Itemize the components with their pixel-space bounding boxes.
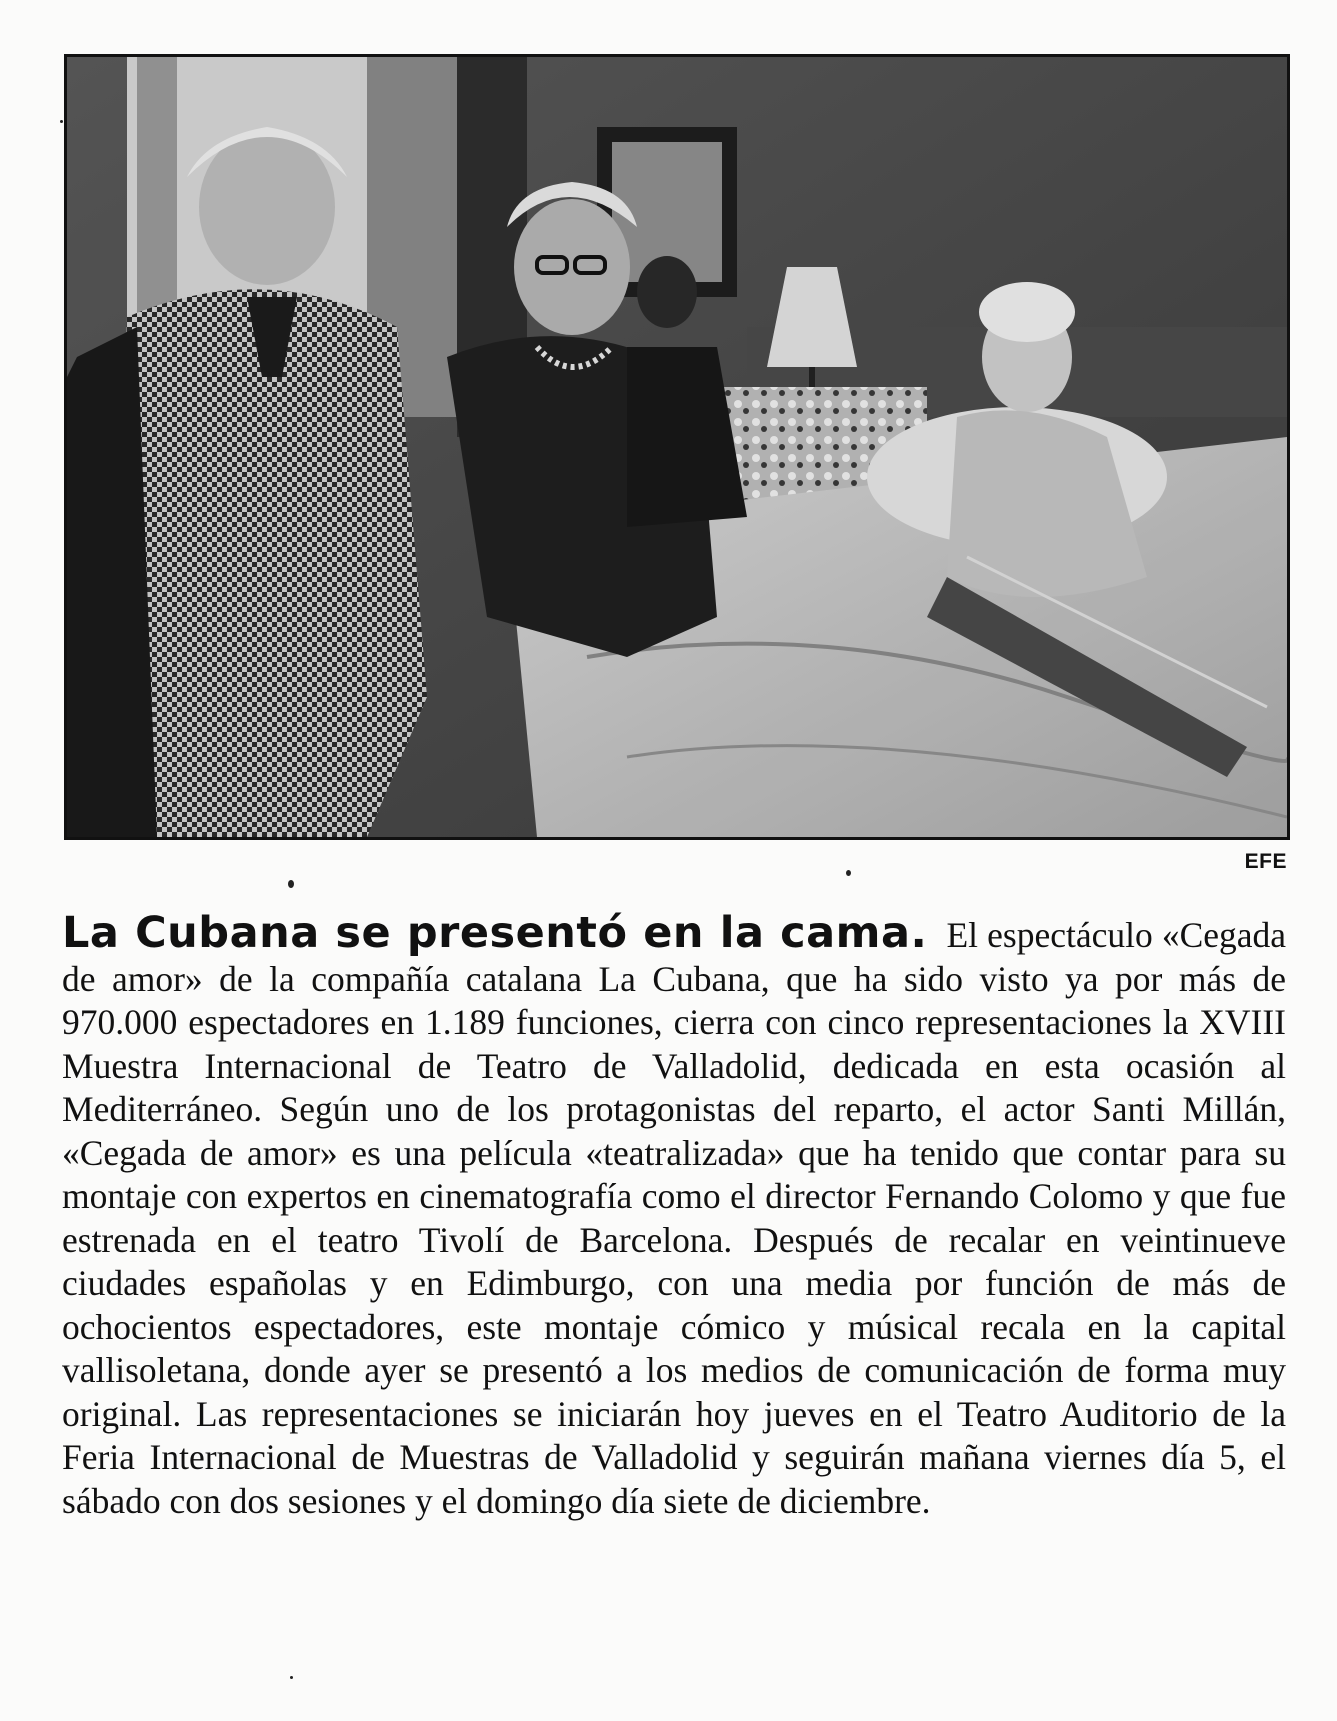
scan-speck bbox=[290, 1676, 293, 1679]
article-body: El espectáculo «Cegada de amor» de la compañía catalana La Cubana, que ha sido visto ya por más de 970.000 espectadores en 1.189 funciones, cierra con cinco representaciones la XVIII Muestra Internacional de Teatro de Valladolid, dedicada en esta ocasión al Mediterráneo. Según uno de los protagonistas del reparto, el actor Santi Millán, «Cegada de amor» es una película «teatralizada» que ha tenido que contar para su montaje con expertos en cinematografía como el director Fernando Colomo y que fue estrenada en el teatro Tivolí de Barcelona. Después de recalar en veintinueve ciudades españolas y en Edimburgo, con una media por función de más de ochocientos espectadores, este montaje cómico y músical recala en la capital vallisoletana, donde ayer se presentó a los medios de comunicación de forma muy original. Las representaciones se iniciarán hoy jueves en el Teatro Auditorio de la Feria Internacional de Muestras de Valladolid y seguirán mañana viernes día 5, el sábado con dos sesiones y el domingo día siete de diciembre. bbox=[62, 915, 1287, 1521]
press-photo-icon bbox=[67, 57, 1287, 837]
scan-speck bbox=[288, 880, 294, 888]
article bbox=[62, 908, 1287, 1523]
news-photo bbox=[64, 54, 1290, 840]
scan-speck bbox=[846, 870, 851, 876]
scan-speck bbox=[60, 120, 63, 123]
headline: La Cubana se presentó en la cama. bbox=[62, 908, 928, 958]
photo-credit: EFE bbox=[1244, 850, 1287, 873]
